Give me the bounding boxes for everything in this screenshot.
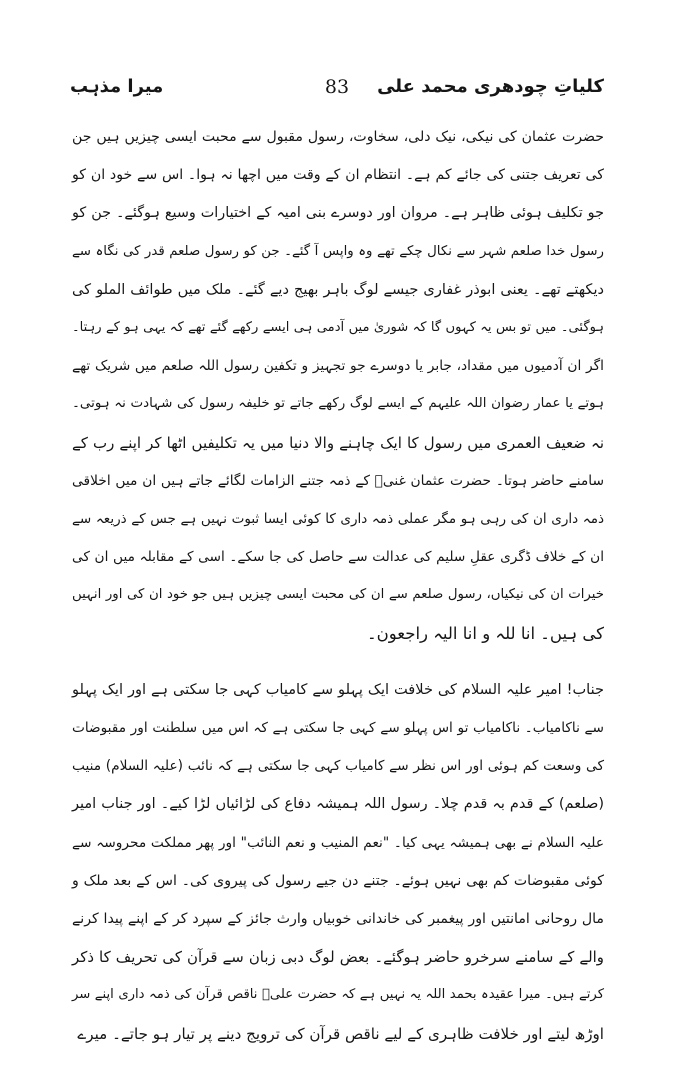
page-header	[70, 76, 604, 108]
text-line: اگر ان آدمیوں میں مقداد، جابر یا دوسرے جو تجہیز و تکفین رسول اللہ صلعم میں شریک تھے	[72, 358, 604, 375]
text-line: کی ہیں۔ انا للہ و انا الیہ راجعون۔	[366, 623, 604, 643]
text-line: ہوگئی۔ میں تو بس یہ کہوں گا کہ شوریٰ میں آدمی ہی ایسے رکھے گئے تھے کہ یہی ہو کے رہتا۔	[72, 320, 604, 336]
section-title: میرا مذہب	[70, 76, 164, 97]
text-line: (صلعم) کے قدم بہ قدم چلا۔ رسول اللہ ہمیشہ دفاع کی لڑائیاں لڑا کیے۔ اور جناب امیر	[72, 796, 604, 813]
text-line: مال روحانی امانتیں اور پیغمبر کی خاندانی خوبیاں وارث جائز کے سپرد کر کے اپنے پیدا کرنے	[72, 911, 604, 928]
text-line: سامنے حاضر ہوتا۔ حضرت عثمان غنیؓ کے ذمہ جتنے الزامات لگائے جاتے ہیں ان میں اخلاقی	[72, 472, 604, 489]
paragraph-break	[72, 653, 604, 671]
text-line: سے ناکامیاب۔ ناکامیاب تو اس پہلو سے کہی جا سکتی ہے کہ اس میں سلطنت اور مقبوضات	[72, 720, 604, 737]
book-title: کلیاتِ چودھری محمد علی	[377, 76, 604, 97]
body-text	[72, 118, 604, 1053]
text-line: والے کے سامنے سرخرو حاضر ہوگئے۔ بعض لوگ دبی زبان سے قرآن کی تحریف کا ذکر	[72, 948, 604, 967]
text-line: جو تکلیف ہوئی ظاہر ہے۔ مروان اور دوسرے بنی امیہ کے اختیارات وسیع ہوگئے۔ جن کو	[72, 205, 604, 222]
text-line: حضرت عثمان کی نیکی، نیک دلی، سخاوت، رسول مقبول سے محبت ایسی چیزیں ہیں جن	[72, 129, 604, 145]
text-line: ذمہ داری ان کی رہی ہو مگر عملی ذمہ داری کا کوئی ایسا ثبوت نہیں ہے جس کے ذریعہ سے	[72, 511, 604, 528]
paragraph	[72, 118, 604, 653]
text-line: کی وسعت کم ہوئی اور اس نظر سے کامیاب کہی جا سکتی ہے کہ نائب (علیہ السلام) منیب	[72, 758, 604, 775]
paragraph	[72, 671, 604, 1053]
text-line: کرتے ہیں۔ میرا عقیدہ بحمد اللہ یہ نہیں ہے کہ حضرت علیؓ ناقص قرآن کی ذمہ داری اپنے سر	[72, 987, 604, 1003]
text-line: علیہ السلام نے بھی ہمیشہ یہی کیا۔ "نعم المنیب و نعم النائب" اور پھر مملکت محروسہ سے	[72, 834, 604, 851]
text-line: جناب! امیر علیہ السلام کی خلافت ایک پہلو سے کامیاب کہی جا سکتی ہے اور ایک پہلو	[72, 680, 604, 698]
text-line: دیکھتے تھے۔ یعنی ابوذر غفاری جیسے لوگ باہر بھیج دیے گئے۔ ملک میں طوائف الملو کی	[72, 280, 604, 298]
text-line: نہ ضعیف العمری میں رسول کا ایک چاہنے والا دنیا میں یہ تکلیفیں اٹھا کر اپنے رب کے	[72, 433, 604, 452]
text-line: اوڑھ لیتے اور خلافت ظاہری کے لیے ناقص قرآن کی ترویج دینے پر تیار ہو جاتے۔ میرے	[77, 1024, 604, 1043]
text-line: ہوتے یا عمار رضوان اللہ علیہم کے ایسے لوگ رکھے جاتے تو خلیفہ رسول کی شہادت نہ ہوتی۔	[72, 396, 604, 412]
text-line: ان کے خلاف ڈگری عقلِ سلیم کی عدالت سے حاصل کی جا سکے۔ اسی کے مقابلہ میں ان کی	[72, 549, 604, 566]
text-line: کی تعریف جتنی کی جائے کم ہے۔ انتظام ان کے وقت میں اچھا نہ ہوا۔ اس سے خود ان کو	[72, 167, 604, 184]
text-line: خیرات ان کی نیکیاں، رسول صلعم سے ان کی محبت ایسی چیزیں ہیں جو خود ان کی اور انہیں	[72, 587, 604, 603]
text-line: کوئی مقبوضات کم بھی نہیں ہوئے۔ جتنے دن جیے رسول کی پیروی کی۔ اس کے بعد ملک و	[72, 872, 604, 889]
page-number: 83	[324, 76, 350, 98]
text-line: رسول خدا صلعم شہر سے نکال چکے تھے وہ واپس آ گئے۔ جن کو رسول صلعم قدر کی نگاہ سے	[72, 243, 604, 259]
